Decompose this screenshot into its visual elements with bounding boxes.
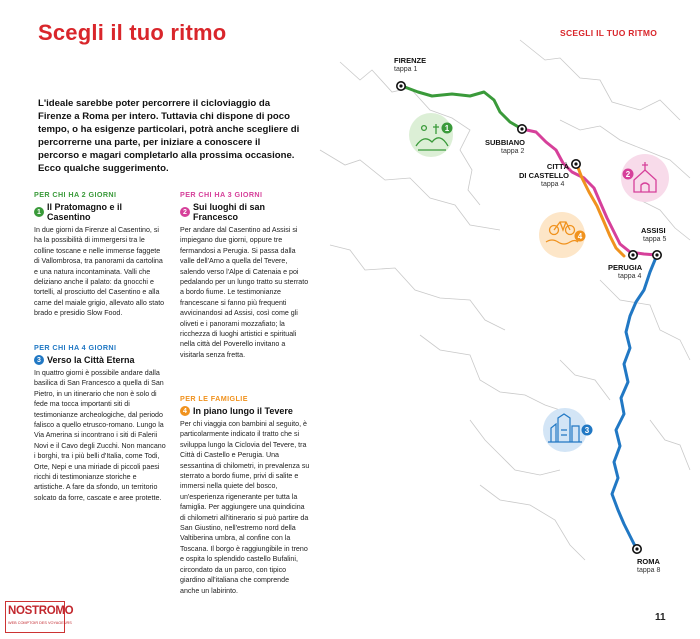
stop-marker-subbiano-dot	[520, 127, 523, 130]
stop-label-perugia: PERUGIA	[608, 263, 643, 272]
nostromo-logo	[5, 601, 74, 633]
stop-marker-perugia-dot	[631, 253, 634, 256]
map-badge-2	[621, 154, 669, 202]
stop-stage-firenze: tappa 1	[394, 66, 418, 73]
logo-wordmark: NOSTROMO	[8, 605, 74, 617]
stop-stage-perugia: tappa 4	[618, 273, 642, 280]
section-heading-text: Il Pratomagno e il Casentino	[47, 202, 123, 222]
map-badge-1	[409, 113, 453, 157]
stop-label-castello: CITTÀ DI CASTELLO	[519, 162, 569, 180]
stop-stage-assisi: tappa 5	[643, 236, 667, 243]
map-badge-4	[539, 212, 586, 258]
section-kicker: PER CHI HA 2 GIORNI	[34, 190, 117, 199]
map-badge-3	[543, 408, 593, 452]
section-body: Per chi viaggia con bambini al seguito, è particolarmente indicato il tratto che si sviluppa lungo la Ciclovia del Tevere, tra Città di Castello e Perugia. Una sessantina di chilometri, in prevalenza su sterrato a bordo fiume, privi di salite e immersi nella quiete del bosco, un'esperienza rigenerante per tutta la famiglia. Per aggiungere una quindicina di chilometri all'itinerario si può partire da San Giustino, nell'estremo nord della Valtiberina umbra, al confine con la Toscana. Il borgo è raggiungibile in treno e ospita lo splendido castello Bufalini, circondato da un parco, con tipico giardino all'italiana che comprende anche un labirinto.	[180, 420, 310, 595]
stop-marker-firenze-dot	[399, 84, 402, 87]
map-badge-number: 4	[577, 232, 583, 241]
running-head: SCEGLI IL TUO RITMO	[560, 28, 658, 38]
section-kicker: PER CHI HA 4 GIORNI	[34, 343, 117, 352]
map-badge-number: 2	[625, 170, 631, 179]
section-body: In quattro giorni è possibile andare dalla basilica di San Francesco a quella di San Pietro, in un itinerario che non è solo di fede ma tocca importanti siti di testimonianze archeologiche, dal periodo falisco a quello etrusco-romano. Lungo la Via Amerina si incontrano i siti di Falerii Novi e il Cavo degli Zucchi. Non mancano i borghi, tra i più belli d'Italia, come Todi, Orte, Nepi e una miriade di piccoli paesi ricchi di testimonianze storiche e artistiche. A fare da sfondo, un territorio solcato da forre, cascate e aree protette.	[34, 369, 166, 502]
intro-paragraph: L'ideale sarebbe poter percorrere il cicloviaggio da Firenze a Roma per intero. Tuttavia chi dispone di poco tempo, o ha esigenze particolari, potrà anche scegliere di percorrerne una parte, per iniziare a conoscere il percorso e magari completarlo alla prossima occasione. Ecco qualche suggerimento.	[38, 98, 300, 174]
section-number-badge: 2	[180, 207, 190, 217]
section-kicker: PER LE FAMIGLIE	[180, 394, 248, 403]
page-title: Scegli il tuo ritmo	[38, 20, 227, 45]
section-body: In due giorni da Firenze al Casentino, si ha la possibilità di immergersi tra le colline toscane e nelle immense faggete di Vallombrosa, tra panorami da cartolina e una natura incontaminata. Valli che deliziano anche il palato: da gnocchi e tortelli, al prosciutto del Casentino e alla carne del maiale grigio, allevato allo stato brado e presidio Slow Food.	[34, 226, 165, 318]
section-heading-text: Verso la Città Eterna	[47, 355, 135, 365]
section-body: Per andare dal Casentino ad Assisi si impiegano due giorni, oppure tre fermandosi a Perugia. Si passa dalla valle dell'Arno a quella del Tevere, salendo verso l'Alpe di Catenaia e poi pedalando per un lungo tratto su sterrato a bordo fiume. Le testimonianze francescane si fanno più frequenti avvicinandosi ad Assisi, così come gli oliveti e i panorami mozzafiato; la ricchezza di luoghi artistici e spirituali nella città del Poverello invitano a visitarla senza fretta.	[180, 226, 309, 359]
map-badge-number: 3	[584, 426, 590, 435]
section-number-badge: 3	[34, 355, 44, 365]
page-number: 11	[655, 612, 666, 623]
map-badge-number: 1	[444, 124, 450, 133]
section-number-badge: 1	[34, 207, 44, 217]
stop-label-roma: ROMA	[637, 557, 660, 566]
section-heading-text: Sui luoghi di san Francesco	[193, 202, 265, 222]
stop-marker-roma-dot	[635, 547, 638, 550]
logo-tagline: WEB COMPTOIR DES VOYAGEURS	[8, 621, 72, 625]
stop-marker-castello-dot	[574, 162, 577, 165]
stop-label-subbiano: SUBBIANO	[485, 138, 526, 147]
section-number-badge: 4	[180, 406, 190, 416]
stop-label-assisi: ASSISI	[641, 226, 666, 235]
stop-stage-subbiano: tappa 2	[501, 148, 525, 155]
section-kicker: PER CHI HA 3 GIORNI	[180, 190, 263, 199]
stop-stage-roma: tappa 8	[637, 567, 661, 574]
stop-label-firenze: FIRENZE	[394, 56, 427, 65]
stop-marker-assisi-dot	[655, 253, 658, 256]
stop-stage-castello: tappa 4	[541, 181, 565, 188]
section-heading-text: In piano lungo il Tevere	[193, 406, 293, 416]
